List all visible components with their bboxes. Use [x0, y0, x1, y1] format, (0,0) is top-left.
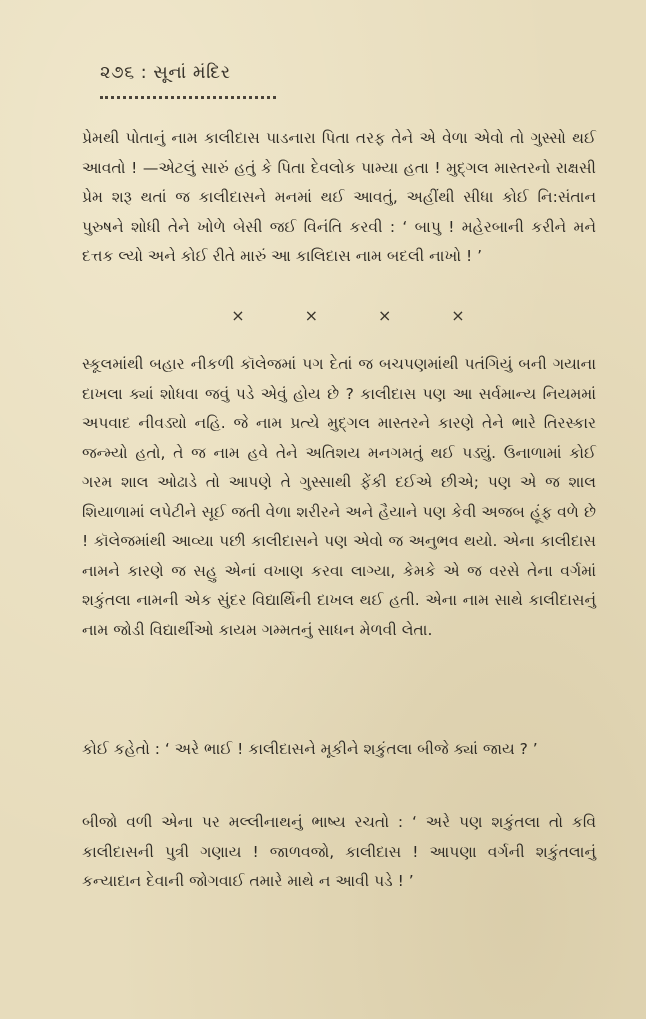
book-title: સૂનાં મંદિર — [153, 62, 231, 83]
running-header — [100, 62, 231, 83]
paragraph-4 — [82, 808, 596, 897]
page-number: ૨૭૬ — [100, 62, 135, 83]
header-separator: : — [140, 62, 148, 83]
section-mark: × — [231, 306, 245, 325]
paragraph-text: સ્કૂલમાંથી બહાર નીકળી કૉલેજમાં પગ દેતાં જ બચપણમાંથી પતંગિયું બની ગયાના દાખલા ક્યાં શોધવા જવું પડે એવું હોય છે ? કાલીદાસ પણ આ સર્વમાન્ય નિયમમાં અપવાદ નીવડ્યો નહિ. જે નામ પ્રત્યે મુદ્‌ગલ માસ્તરને કારણે તેને ભારે તિરસ્કાર જન્મ્યો હતો, તે જ નામ હવે તેને અતિશય મનગમતું થઈ પડ્યું. ઉનાળામાં કોઈ ગરમ શાલ ઓઢાડે તો આપણે તે ગુસ્સાથી ફેંકી દઈએ છીએ; પણ એ જ શાલ શિયાળામાં લપેટીને સૂઈ જતી વેળા શરીરને અને હૈયાને પણ કેવી અજબ હૂંફ વળે છે ! કૉલેજમાંથી આવ્યા પછી કાલીદાસને પણ એવો જ અનુભવ થયો. એના કાલીદાસ નામને કારણે જ સહુ એનાં વખાણ કરવા લાગ્યા, કેમકે એ જ વરસે તેના વર્ગમાં શકુંતલા નામની એક સુંદર વિદ્યાર્થિની દાખલ થઈ હતી. એના નામ સાથે કાલીદાસનું નામ જોડી વિદ્યાર્થીઓ કાયમ ગમ્મતનું સાધન મેળવી લેતા. — [82, 355, 596, 639]
section-mark: × — [377, 306, 392, 325]
section-mark: × — [451, 306, 465, 325]
paragraph-text: પ્રેમથી પોતાનું નામ કાલીદાસ પાડનારા પિતા તરફ તેને એ વેળા એવો તો ગુસ્સો થઈ આવતો ! —એટલું સારું હતું કે પિતા દેવલોક પામ્યા હતા ! મુદ્‌ગલ માસ્તરનો રાક્ષસી પ્રેમ શરૂ થતાં જ કાલીદાસને મનમાં થઈ આવતું, અહીંથી સીધા કોઈ નિ:સંતાન પુરુષને શોધી તેને ખોળે બેસી જઈ વિનંતિ કરવી : ‘ બાપુ ! મહેરબાની કરીને મને દત્તક લ્યો અને કોઈ રીતે મારું આ કાલિદાસ નામ બદલી નાખો ! ’ — [82, 129, 596, 265]
paragraph-1 — [82, 124, 596, 272]
paragraph-text: કોઈ કહેતો : ‘ અરે ભાઈ ! કાલીદાસને મૂકીને શકુંતલા બીજે ક્યાં જાય ? ’ — [82, 740, 538, 758]
paragraph-2 — [82, 350, 596, 645]
paragraph-text: બીજો વળી એના પર મલ્લીનાથનું ભાષ્ય રચતો : ‘ અરે પણ શકુંતલા તો કવિ કાલીદાસની પુત્રી ગણાય ! જાળવજો, કાલીદાસ ! આપણા વર્ગની શકુંતલાનું કન્યાદાન દેવાની જોગવાઈ તમારે માથે ન આવી પડે ! ’ — [82, 813, 596, 890]
section-break — [228, 306, 468, 325]
section-mark: × — [304, 306, 319, 325]
paragraph-3 — [82, 735, 596, 765]
header-dotted-rule — [100, 96, 276, 99]
